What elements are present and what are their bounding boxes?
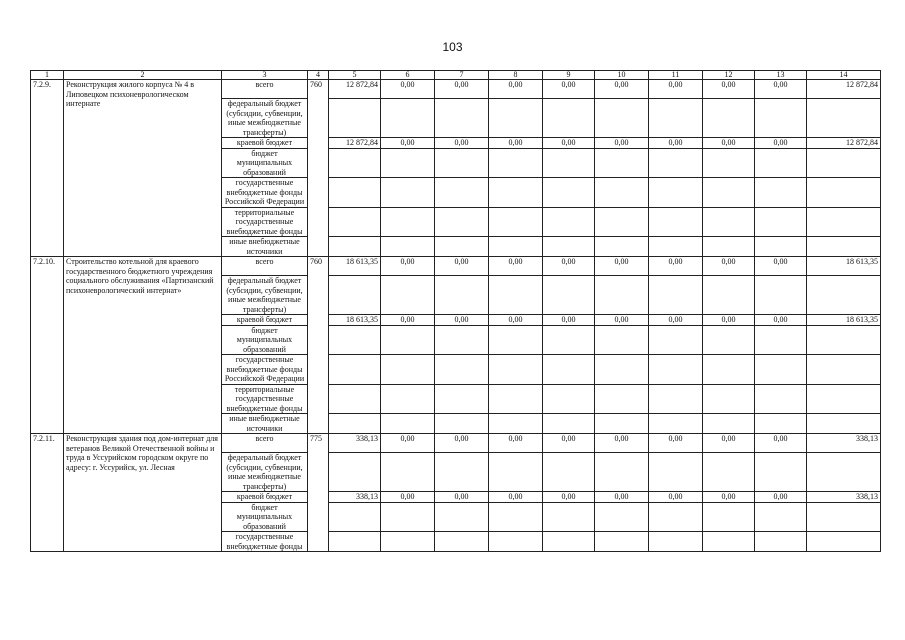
value-cell: 0,00	[381, 315, 435, 326]
value-cell: 0,00	[543, 434, 595, 453]
value-cell	[595, 276, 649, 315]
funding-source: бюджет муниципальных образований	[222, 502, 308, 532]
value-cell	[703, 99, 755, 138]
value-cell	[755, 148, 807, 178]
value-cell	[807, 325, 881, 355]
value-cell: 0,00	[489, 257, 543, 276]
value-cell	[329, 453, 381, 492]
value-cell: 338,13	[807, 434, 881, 453]
value-cell	[543, 532, 595, 552]
value-cell	[543, 276, 595, 315]
value-cell	[381, 99, 435, 138]
value-cell	[807, 207, 881, 237]
value-cell	[329, 384, 381, 414]
value-cell: 0,00	[543, 257, 595, 276]
value-cell	[489, 237, 543, 257]
value-cell	[755, 178, 807, 208]
value-cell	[543, 237, 595, 257]
table-row	[31, 257, 881, 276]
value-cell	[435, 178, 489, 208]
kbk-code: 775	[308, 434, 329, 552]
value-cell	[381, 384, 435, 414]
header-cell: 14	[807, 71, 881, 80]
value-cell	[329, 237, 381, 257]
value-cell: 0,00	[595, 492, 649, 503]
value-cell	[543, 384, 595, 414]
value-cell	[703, 178, 755, 208]
table-row	[31, 434, 881, 453]
value-cell	[329, 502, 381, 532]
budget-table	[30, 70, 881, 552]
value-cell: 0,00	[489, 434, 543, 453]
funding-source: всего	[222, 80, 308, 99]
value-cell	[649, 99, 703, 138]
value-cell: 0,00	[435, 492, 489, 503]
value-cell	[489, 325, 543, 355]
value-cell	[329, 148, 381, 178]
item-code: 7.2.10.	[31, 257, 64, 434]
value-cell	[807, 178, 881, 208]
value-cell: 0,00	[703, 492, 755, 503]
value-cell	[755, 384, 807, 414]
value-cell	[703, 237, 755, 257]
value-cell: 12 872,84	[329, 138, 381, 149]
value-cell	[595, 355, 649, 385]
value-cell: 0,00	[489, 138, 543, 149]
funding-source: краевой бюджет	[222, 315, 308, 326]
value-cell: 338,13	[329, 434, 381, 453]
value-cell	[703, 276, 755, 315]
value-cell	[649, 148, 703, 178]
value-cell	[807, 355, 881, 385]
value-cell: 0,00	[649, 257, 703, 276]
value-cell	[703, 148, 755, 178]
funding-source: федеральный бюджет (субсидии, субвенции, иные межбюджетные трансферты)	[222, 453, 308, 492]
value-cell	[381, 325, 435, 355]
value-cell	[807, 502, 881, 532]
value-cell: 0,00	[703, 434, 755, 453]
funding-source: бюджет муниципальных образований	[222, 148, 308, 178]
value-cell	[595, 237, 649, 257]
value-cell	[381, 414, 435, 434]
value-cell: 338,13	[329, 492, 381, 503]
value-cell: 0,00	[435, 434, 489, 453]
value-cell: 0,00	[595, 315, 649, 326]
value-cell	[543, 355, 595, 385]
item-name: Строительство котельной для краевого государственного бюджетного учреждения социального обслуживания «Партизанский психоневрологический интернат»	[64, 257, 222, 434]
value-cell	[435, 502, 489, 532]
value-cell	[595, 207, 649, 237]
value-cell: 0,00	[649, 80, 703, 99]
value-cell: 0,00	[489, 80, 543, 99]
value-cell	[329, 325, 381, 355]
value-cell	[329, 414, 381, 434]
value-cell	[543, 207, 595, 237]
value-cell: 0,00	[543, 80, 595, 99]
value-cell: 0,00	[649, 138, 703, 149]
value-cell	[755, 355, 807, 385]
funding-source: иные внебюджетные источники	[222, 414, 308, 434]
value-cell	[755, 237, 807, 257]
value-cell	[489, 384, 543, 414]
value-cell: 0,00	[755, 492, 807, 503]
value-cell	[649, 276, 703, 315]
value-cell: 18 613,35	[329, 315, 381, 326]
value-cell: 0,00	[435, 138, 489, 149]
value-cell	[595, 502, 649, 532]
header-cell: 11	[649, 71, 703, 80]
funding-source: краевой бюджет	[222, 492, 308, 503]
value-cell	[807, 148, 881, 178]
value-cell	[435, 237, 489, 257]
value-cell: 12 872,84	[807, 138, 881, 149]
value-cell	[435, 384, 489, 414]
value-cell	[755, 502, 807, 532]
value-cell	[595, 384, 649, 414]
value-cell	[649, 502, 703, 532]
item-code: 7.2.11.	[31, 434, 64, 552]
value-cell: 18 613,35	[807, 257, 881, 276]
value-cell	[595, 532, 649, 552]
value-cell: 0,00	[755, 138, 807, 149]
value-cell	[755, 414, 807, 434]
value-cell: 0,00	[543, 315, 595, 326]
value-cell	[595, 99, 649, 138]
funding-source: государственные внебюджетные фонды Российской Федерации	[222, 178, 308, 208]
value-cell	[649, 414, 703, 434]
table-body	[31, 80, 881, 552]
value-cell: 0,00	[703, 138, 755, 149]
value-cell	[703, 532, 755, 552]
header-cell: 8	[489, 71, 543, 80]
header-cell: 12	[703, 71, 755, 80]
value-cell	[381, 453, 435, 492]
value-cell	[649, 325, 703, 355]
value-cell	[489, 414, 543, 434]
value-cell	[543, 325, 595, 355]
value-cell: 0,00	[489, 492, 543, 503]
value-cell	[595, 148, 649, 178]
value-cell	[649, 355, 703, 385]
value-cell	[755, 532, 807, 552]
value-cell: 0,00	[595, 80, 649, 99]
value-cell	[381, 148, 435, 178]
value-cell	[755, 453, 807, 492]
value-cell	[649, 532, 703, 552]
value-cell	[703, 325, 755, 355]
funding-source: территориальные государственные внебюджетные фонды	[222, 207, 308, 237]
value-cell: 0,00	[381, 80, 435, 99]
value-cell: 0,00	[435, 80, 489, 99]
value-cell	[649, 453, 703, 492]
value-cell: 0,00	[703, 257, 755, 276]
value-cell	[807, 384, 881, 414]
value-cell	[543, 148, 595, 178]
funding-source: всего	[222, 434, 308, 453]
value-cell	[649, 237, 703, 257]
value-cell: 0,00	[755, 434, 807, 453]
value-cell	[543, 414, 595, 434]
value-cell	[595, 178, 649, 208]
value-cell	[381, 502, 435, 532]
value-cell: 0,00	[755, 80, 807, 99]
header-cell: 2	[64, 71, 222, 80]
value-cell	[703, 453, 755, 492]
value-cell	[435, 355, 489, 385]
value-cell	[595, 325, 649, 355]
value-cell	[543, 453, 595, 492]
value-cell: 0,00	[649, 492, 703, 503]
value-cell: 0,00	[381, 434, 435, 453]
value-cell	[329, 355, 381, 385]
value-cell	[807, 99, 881, 138]
value-cell	[489, 148, 543, 178]
funding-source: иные внебюджетные источники	[222, 237, 308, 257]
value-cell: 0,00	[703, 315, 755, 326]
value-cell	[435, 453, 489, 492]
value-cell: 0,00	[543, 138, 595, 149]
value-cell	[489, 355, 543, 385]
value-cell: 0,00	[435, 257, 489, 276]
value-cell	[435, 148, 489, 178]
item-name: Реконструкция жилого корпуса № 4 в Липовецком психоневрологическом интернате	[64, 80, 222, 257]
value-cell	[807, 414, 881, 434]
value-cell	[381, 276, 435, 315]
value-cell: 0,00	[595, 257, 649, 276]
header-cell: 10	[595, 71, 649, 80]
value-cell	[543, 178, 595, 208]
funding-source: государственные внебюджетные фонды	[222, 532, 308, 552]
value-cell	[489, 178, 543, 208]
value-cell	[543, 502, 595, 532]
value-cell	[381, 532, 435, 552]
value-cell	[755, 276, 807, 315]
table-row	[31, 80, 881, 99]
header-cell: 4	[308, 71, 329, 80]
value-cell	[489, 207, 543, 237]
value-cell	[649, 178, 703, 208]
funding-source: федеральный бюджет (субсидии, субвенции, иные межбюджетные трансферты)	[222, 276, 308, 315]
value-cell	[649, 384, 703, 414]
header-cell: 7	[435, 71, 489, 80]
value-cell	[381, 207, 435, 237]
value-cell	[595, 414, 649, 434]
value-cell	[329, 532, 381, 552]
value-cell: 18 613,35	[329, 257, 381, 276]
funding-source: территориальные государственные внебюджетные фонды	[222, 384, 308, 414]
value-cell: 0,00	[755, 257, 807, 276]
value-cell: 12 872,84	[329, 80, 381, 99]
value-cell	[435, 207, 489, 237]
value-cell	[435, 532, 489, 552]
value-cell	[807, 453, 881, 492]
value-cell	[807, 276, 881, 315]
kbk-code: 760	[308, 80, 329, 257]
value-cell	[489, 276, 543, 315]
value-cell	[807, 532, 881, 552]
value-cell	[435, 276, 489, 315]
value-cell: 0,00	[435, 315, 489, 326]
header-cell: 1	[31, 71, 64, 80]
value-cell	[381, 237, 435, 257]
value-cell	[595, 453, 649, 492]
value-cell	[329, 276, 381, 315]
header-cell: 3	[222, 71, 308, 80]
header-row	[31, 71, 881, 80]
value-cell	[703, 207, 755, 237]
value-cell: 0,00	[649, 434, 703, 453]
header-cell: 5	[329, 71, 381, 80]
value-cell: 0,00	[649, 315, 703, 326]
value-cell	[755, 207, 807, 237]
value-cell	[755, 99, 807, 138]
value-cell	[703, 384, 755, 414]
value-cell	[543, 99, 595, 138]
value-cell	[755, 325, 807, 355]
value-cell	[703, 414, 755, 434]
value-cell: 0,00	[381, 257, 435, 276]
funding-source: бюджет муниципальных образований	[222, 325, 308, 355]
funding-source: федеральный бюджет (субсидии, субвенции, иные межбюджетные трансферты)	[222, 99, 308, 138]
value-cell	[703, 355, 755, 385]
value-cell	[489, 99, 543, 138]
value-cell	[489, 532, 543, 552]
value-cell: 0,00	[703, 80, 755, 99]
value-cell	[381, 355, 435, 385]
value-cell	[703, 502, 755, 532]
value-cell	[807, 237, 881, 257]
item-code: 7.2.9.	[31, 80, 64, 257]
funding-source: всего	[222, 257, 308, 276]
value-cell	[489, 502, 543, 532]
value-cell	[329, 99, 381, 138]
value-cell: 0,00	[595, 138, 649, 149]
value-cell	[381, 178, 435, 208]
header-cell: 9	[543, 71, 595, 80]
value-cell: 0,00	[381, 138, 435, 149]
value-cell: 18 613,35	[807, 315, 881, 326]
value-cell: 0,00	[489, 315, 543, 326]
value-cell	[489, 453, 543, 492]
value-cell: 0,00	[381, 492, 435, 503]
funding-source: краевой бюджет	[222, 138, 308, 149]
value-cell	[435, 99, 489, 138]
item-name: Реконструкция здания под дом-интернат для ветеранов Великой Отечественной войны и труда в Уссурийском городском округе по адресу: г. Уссурийск, ул. Лесная	[64, 434, 222, 552]
value-cell: 0,00	[543, 492, 595, 503]
value-cell: 0,00	[595, 434, 649, 453]
value-cell: 338,13	[807, 492, 881, 503]
kbk-code: 760	[308, 257, 329, 434]
value-cell	[435, 325, 489, 355]
value-cell: 12 872,84	[807, 80, 881, 99]
funding-source: государственные внебюджетные фонды Российской Федерации	[222, 355, 308, 385]
header-cell: 13	[755, 71, 807, 80]
header-cell: 6	[381, 71, 435, 80]
value-cell: 0,00	[755, 315, 807, 326]
page-number: 103	[442, 40, 463, 54]
value-cell	[329, 207, 381, 237]
value-cell	[435, 414, 489, 434]
value-cell	[649, 207, 703, 237]
value-cell	[329, 178, 381, 208]
